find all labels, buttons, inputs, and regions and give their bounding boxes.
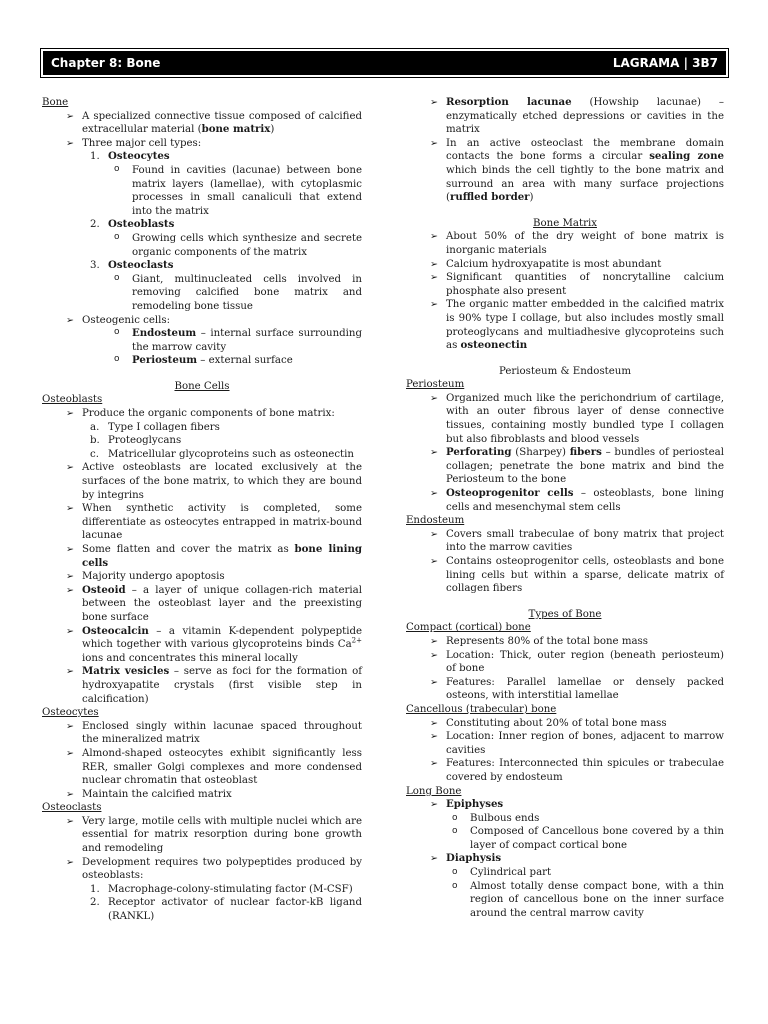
- list-item: o Almost totally dense compact bone, with a thin region of cancellous bone on the inner surface around the central marrow cavity: [452, 880, 724, 919]
- list-item: ➢ Majority undergo apoptosis: [42, 570, 362, 584]
- list-item: o Growing cells which synthesize and secrete organic components of the matrix: [42, 232, 362, 259]
- subsection-compact-bone: Compact (cortical) bone: [406, 622, 531, 634]
- section-bone-cells: Bone Cells: [174, 380, 230, 392]
- list-item: ➢ Produce the organic components of bone matrix:: [42, 407, 362, 421]
- list-item: ➢ Location: Thick, outer region (beneath periosteum) of bone: [406, 649, 724, 676]
- list-item: ➢ When synthetic activity is completed, some differentiate as osteocytes entrapped in matrix-bound lacunae: [42, 502, 362, 543]
- list-item: ➢ Diaphysis: [406, 852, 724, 866]
- list-item: ➢ Organized much like the perichondrium of cartilage, with an outer fibrous layer of dense connective tissues, containing mostly bundled type I collagen but also fibroblasts and blood vessels: [406, 392, 724, 446]
- list-item: ➢ Enclosed singly within lacunae spaced throughout the mineralized matrix: [42, 720, 362, 747]
- list-item: ➢ Matrix vesicles – serve as foci for the formation of hydroxyapatite crystals (first visible step in calcification): [42, 665, 362, 706]
- list-item: o Periosteum – external surface: [42, 354, 362, 368]
- list-item: c. Matricellular glycoproteins such as osteonectin: [90, 448, 354, 460]
- list-item: ➢ Osteoprogenitor cells – osteoblasts, bone lining cells and mesenchymal stem cells: [406, 487, 724, 514]
- list-item: 1. Macrophage-colony-stimulating factor (M-CSF): [90, 883, 353, 895]
- list-item: ➢ Features: Parallel lamellae or densely packed osteons, with interstitial lamellae: [406, 676, 724, 703]
- list-item: ➢ About 50% of the dry weight of bone matrix is inorganic materials: [406, 230, 724, 257]
- list-item: o Found in cavities (lacunae) between bone matrix layers (lamellae), with cytoplasmic processes in small canaliculi that extend into the matrix: [42, 164, 362, 218]
- list-item: o Giant, multinucleated cells involved in removing calcified bone matrix and remodeling bone tissue: [42, 273, 362, 314]
- subsection-periosteum: Periosteum: [406, 379, 465, 391]
- list-item: ➢ Osteocalcin – a vitamin K-dependent polypeptide which together with various glycoproteins binds $Ca^{2+}$ ions and concentrates this mineral locally: [42, 625, 362, 666]
- list-item: ➢ The organic matter embedded in the calcified matrix is 90% type I collage, but also includes mostly small proteoglycans and multiadhesive glycoproteins such as osteonectin: [406, 298, 724, 352]
- list-item: o Composed of Cancellous bone covered by a thin layer of compact cortical bone: [452, 826, 724, 851]
- list-item: ➢ Covers small trabeculae of bony matrix that project into the marrow cavities: [406, 528, 724, 555]
- list-item: ➢ Three major cell types:: [42, 137, 362, 151]
- list-item: ➢ Maintain the calcified matrix: [42, 788, 362, 802]
- list-item: 1. Osteocytes: [90, 150, 170, 163]
- list-item: ➢ A specialized connective tissue composed of calcified extracellular material (bone matrix): [42, 110, 362, 137]
- list-item: ➢ Osteogenic cells:: [42, 314, 362, 328]
- list-item: ➢ Significant quantities of noncrytalline calcium phosphate also present: [406, 271, 724, 298]
- author-label: LAGRAMA | 3B7: [612, 56, 718, 70]
- list-item: ➢ Resorption lacunae (Howship lacunae) – enzymatically etched depressions or cavities in the matrix: [406, 96, 724, 137]
- list-item: b. Proteoglycans: [90, 435, 182, 447]
- subsection-osteocytes: Osteocytes: [42, 707, 99, 719]
- header-frame: [40, 48, 729, 78]
- left-column: [42, 96, 362, 924]
- list-item: ➢ Active osteoblasts are located exclusively at the surfaces of the bone matrix, to which they are bound by integrins: [42, 461, 362, 502]
- chapter-title: Chapter 8: Bone: [51, 56, 161, 70]
- list-item: o Endosteum – internal surface surrounding the marrow cavity: [42, 327, 362, 354]
- list-item: o Cylindrical part: [452, 867, 552, 879]
- list-item: 3. Osteoclasts: [90, 259, 174, 272]
- section-periosteum-endosteum: Periosteum & Endosteum: [498, 365, 632, 377]
- list-item: ➢ Almond-shaped osteocytes exhibit significantly less RER, smaller Golgi complexes and more condensed nuclear chromatin that osteoblast: [42, 747, 362, 788]
- subsection-osteoclasts: Osteoclasts: [42, 802, 102, 814]
- header-bar: [43, 51, 726, 75]
- list-item: ➢ In an active osteoclast the membrane domain contacts the bone forms a circular sealing zone which binds the cell tightly to the bone matrix and surround an area with many surface projections (ruffled border): [406, 137, 724, 205]
- list-item: ➢ Features: Interconnected thin spicules or trabeculae covered by endosteum: [406, 757, 724, 784]
- list-item: ➢ Calcium hydroxyapatite is most abundant: [406, 258, 724, 272]
- subsection-endosteum: Endosteum: [406, 515, 465, 527]
- list-item: ➢ Some flatten and cover the matrix as bone lining cells: [42, 543, 362, 570]
- section-bone-matrix: Bone Matrix: [533, 217, 597, 229]
- list-item: ➢ Osteoid – a layer of unique collagen-rich material between the osteoblast layer and the preexisting bone surface: [42, 584, 362, 625]
- section-bone: Bone: [42, 97, 69, 108]
- list-item: ➢ Perforating (Sharpey) fibers – bundles of periosteal collagen; penetrate the bone matrix and bind the Periosteum to the bone: [406, 446, 724, 487]
- list-item: o Bulbous ends: [452, 812, 540, 824]
- subsection-cancellous-bone: Cancellous (trabecular) bone: [406, 703, 557, 715]
- list-item: a. Type I collagen fibers: [90, 421, 220, 433]
- list-item: ➢ Development requires two polypeptides produced by osteoblasts:: [42, 856, 362, 883]
- subsection-long-bone: Long Bone: [406, 785, 462, 797]
- list-item: ➢ Constituting about 20% of total bone mass: [406, 717, 724, 731]
- section-types-of-bone: Types of Bone: [528, 608, 602, 620]
- list-item: ➢ Location: Inner region of bones, adjacent to marrow cavities: [406, 730, 724, 757]
- subsection-osteoblasts: Osteoblasts: [42, 394, 103, 406]
- list-item: ➢ Very large, motile cells with multiple nuclei which are essential for matrix resorption during bone growth and remodeling: [42, 815, 362, 856]
- list-item: ➢ Represents 80% of the total bone mass: [406, 635, 724, 649]
- list-item: ➢ Epiphyses: [406, 798, 724, 812]
- list-item: 2. Osteoblasts: [90, 218, 175, 231]
- list-item: ➢ Contains osteoprogenitor cells, osteoblasts and bone lining cells but within a sparse, delicate matrix of collagen fibers: [406, 555, 724, 596]
- list-item: 2. Receptor activator of nuclear factor-kB ligand (RANKL): [90, 897, 362, 923]
- right-column: [406, 96, 724, 920]
